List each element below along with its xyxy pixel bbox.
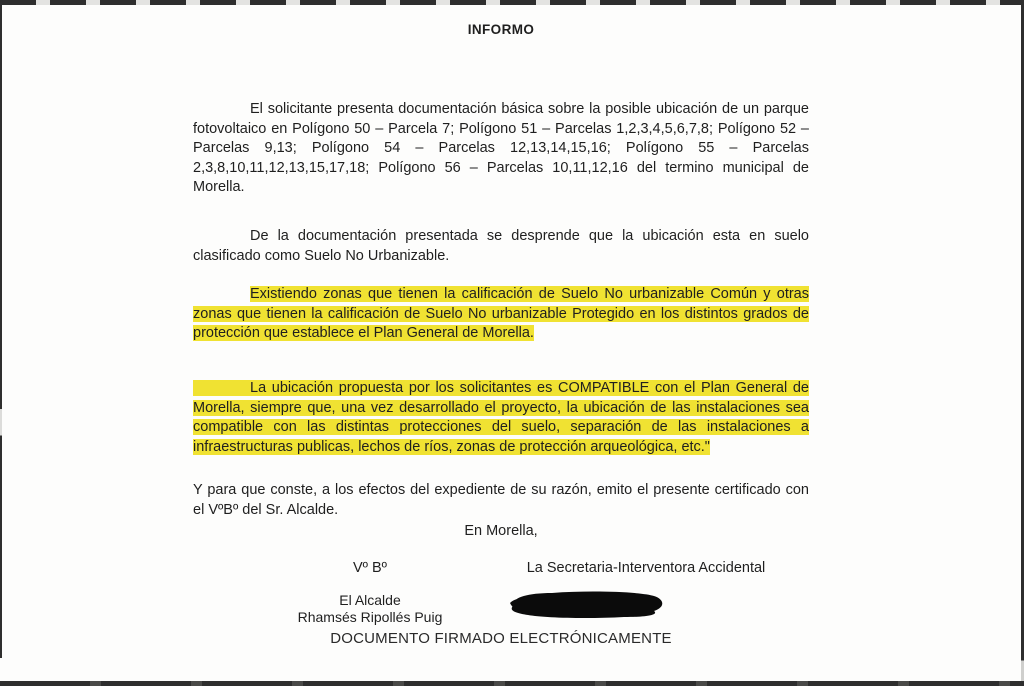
highlight-span: Existiendo zonas que tienen la calificación de Suelo No urbanizable Común y otras zonas que tienen la calificación de Suelo No urbanizable Protegido en los distintos grados de protección que establece el Plan General de Morella. [193,286,809,341]
highlight-span: La ubicación propuesta por los solicitantes es COMPATIBLE con el Plan General de Morella, siempre que, una vez desarrollado el proyecto, la ubicación de las instalaciones sea compatible con las distintas protecciones del suelo, separación de las instalaciones a infraestructuras publicas, lechos de ríos, zonas de protección arqueológica, etc." [193,380,809,455]
paragraph-existiendo-highlighted [193,285,809,344]
mayor-signature-block [275,592,465,626]
paragraph-solicitante: El solicitante presenta documentación básica sobre la posible ubicación de un parque fotovoltaico en Polígono 50 – Parcela 7; Polígono 51 – Parcelas 1,2,3,4,5,6,7,8; Polígono 52 – Parcelas 9,13; Polígono 54 – Parcelas 12,13,14,15,16; Polígono 55 – Parcelas 2,3,8,10,11,12,13,15,17,18; Polígono 56 – Parcelas 10,11,12,16 del termino municipal de Morella. [193,101,809,195]
footer-signed-electronically: DOCUMENTO FIRMADO ELECTRÓNICAMENTE [330,630,672,647]
mayor-title: El Alcalde [339,592,401,608]
scan-edge-top [0,0,1024,5]
mayor-name: Rhamsés Ripollés Puig [297,609,443,625]
secretary-title: La Secretaria-Interventora Accidental [526,560,766,576]
paragraph-documentacion: De la documentación presentada se desprende que la ubicación esta en suelo clasificado como Suelo No Urbanizable. [193,228,809,264]
paragraph-conste: Y para que conste, a los efectos del expediente de su razón, emito el presente certificado con el VºBº del Sr. Alcalde. [193,482,809,518]
page-title: INFORMO [467,22,535,37]
vobo-label: Vº Bº [353,560,387,576]
scan-edge-left [0,3,2,658]
scan-edge-bottom [0,681,1024,686]
paragraph-compatible-highlighted [193,379,809,457]
redacted-signature-mark [504,587,668,621]
place-line: En Morella, [464,523,538,539]
marker-stroke [504,587,668,621]
